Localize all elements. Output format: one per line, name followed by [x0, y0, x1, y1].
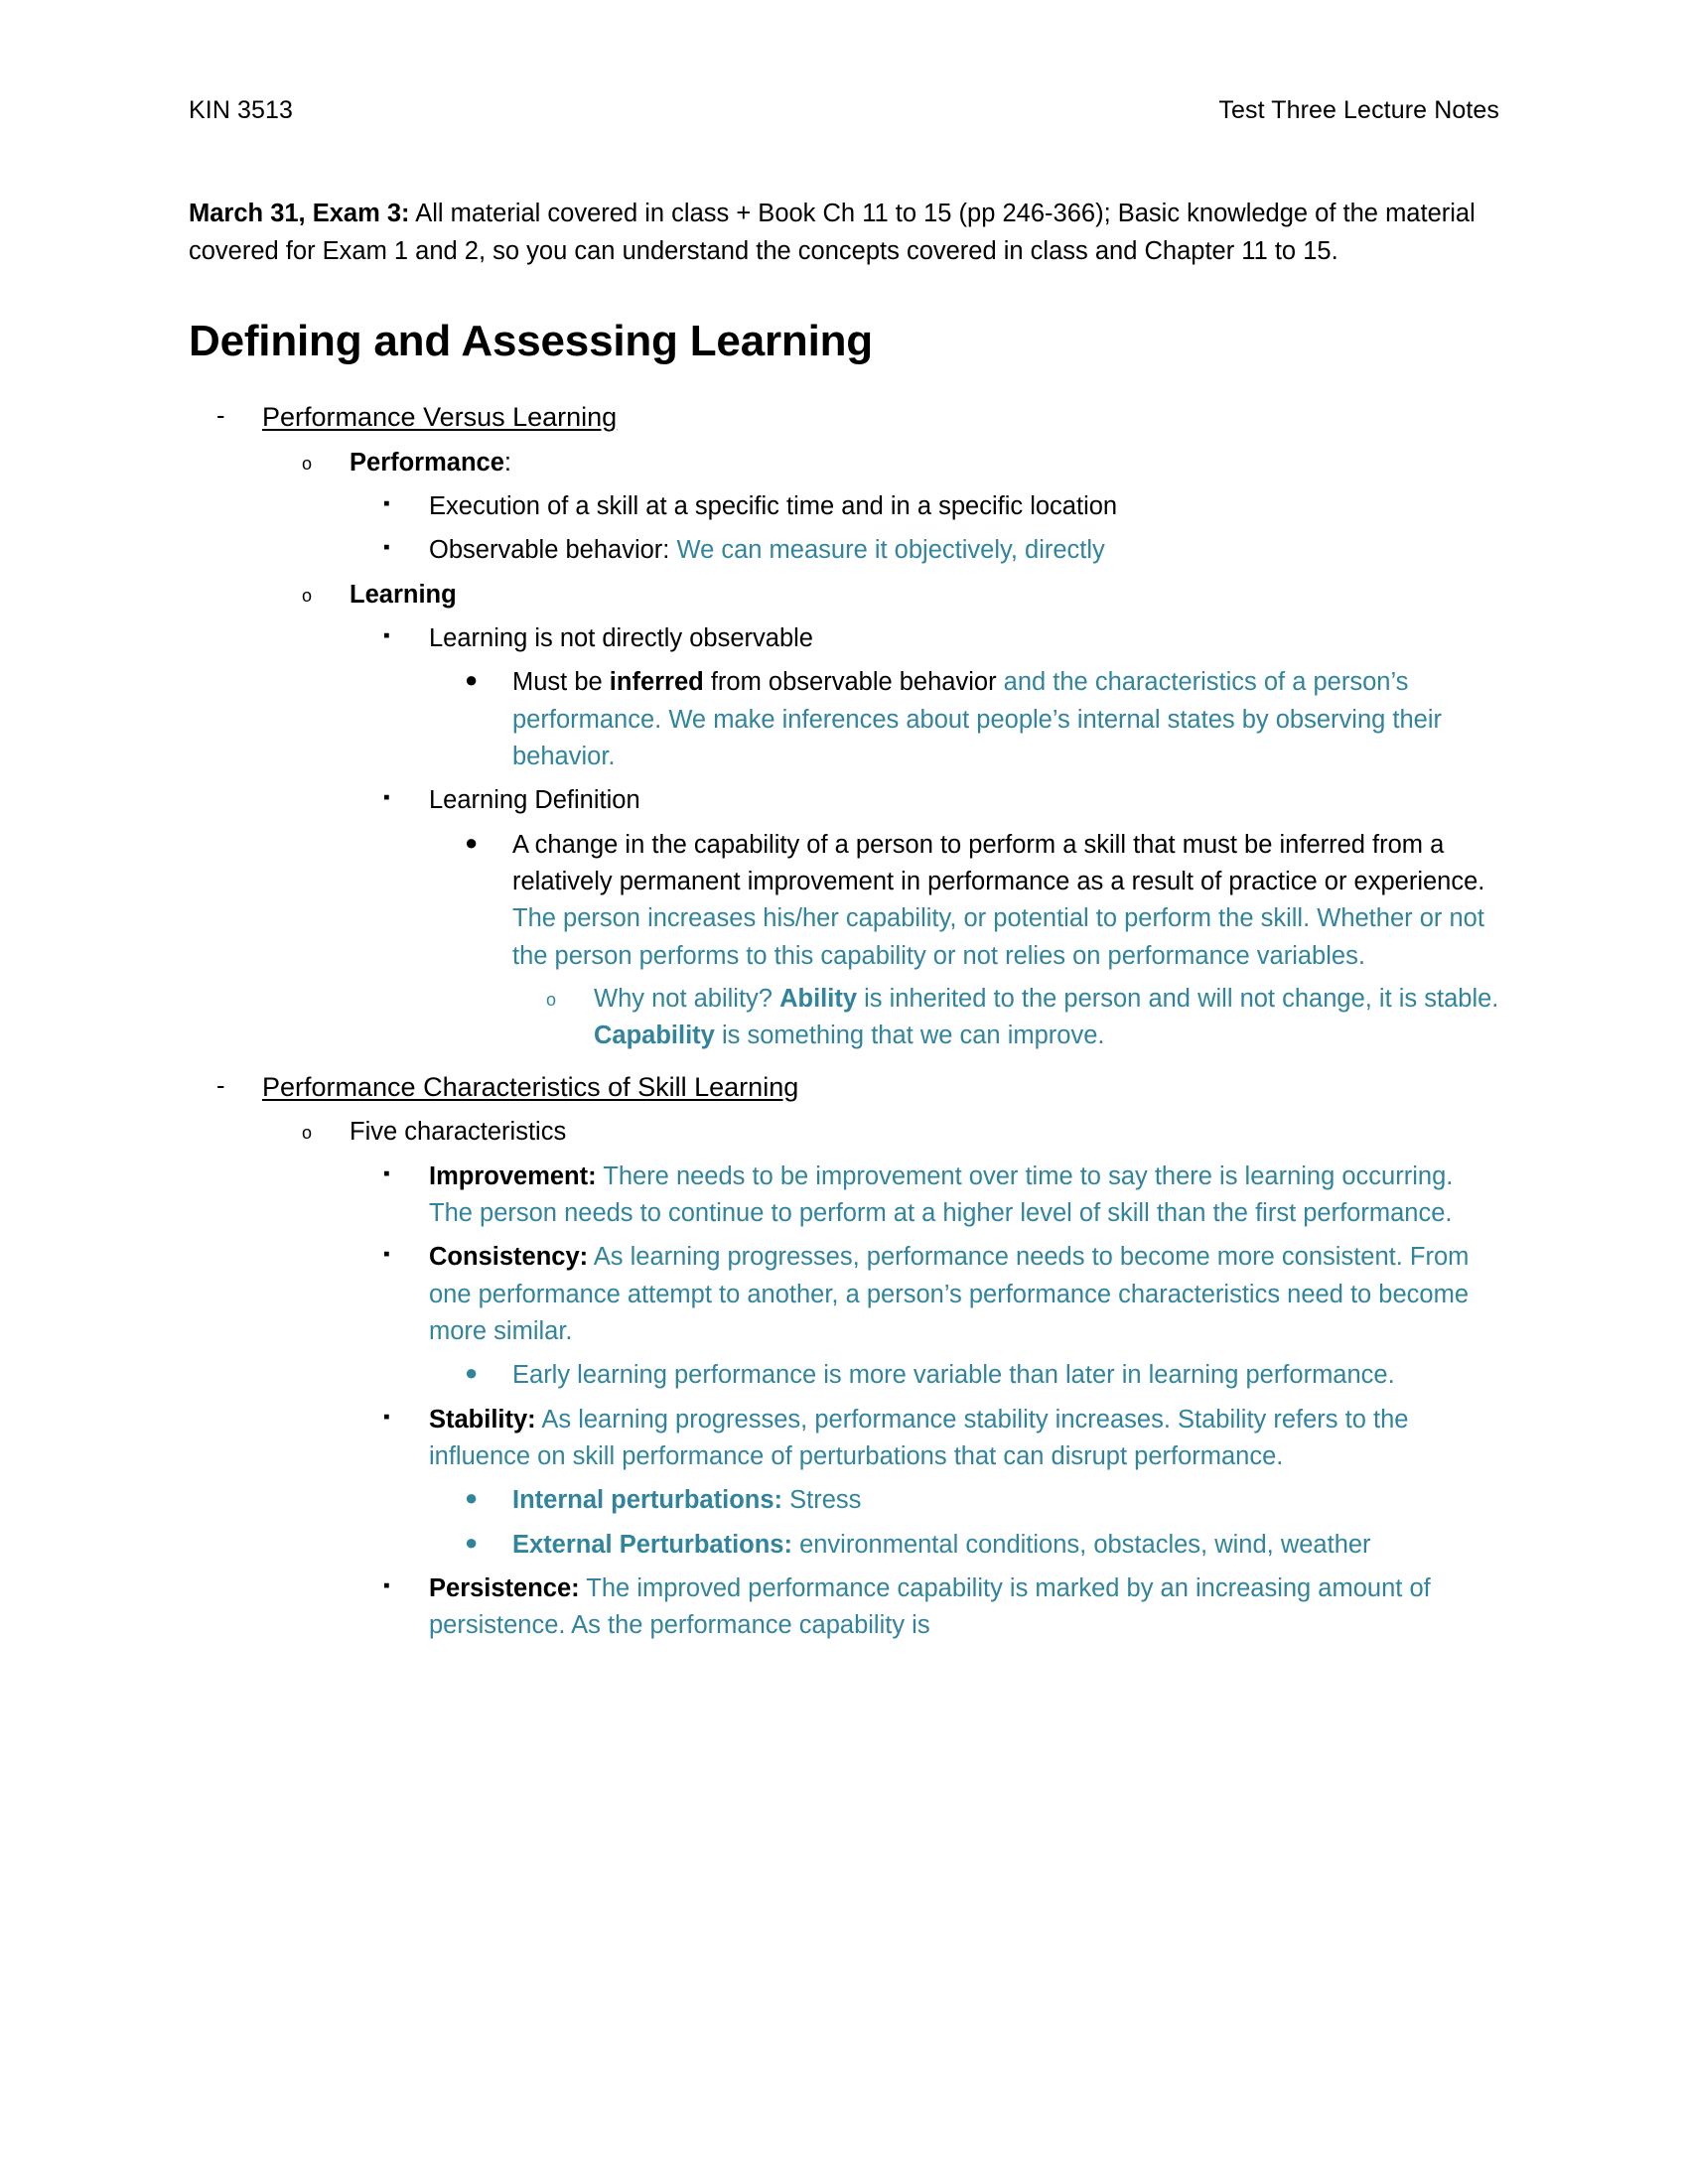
stability-annotation: As learning progresses, performance stability increases. Stability refers to the influence on skill performance of perturbations that can disrupt performance.	[429, 1405, 1409, 1471]
dash-marker-icon: -	[216, 1071, 225, 1100]
round-bullet-marker-icon: ●	[465, 829, 479, 855]
observable-behavior-annotation: We can measure it objectively, directly	[676, 536, 1105, 565]
list-item-label	[512, 1527, 1499, 1564]
list-item-performance-execution	[383, 488, 1499, 525]
list-item-learning-not-observable	[383, 620, 1499, 657]
list-item-consistency	[383, 1239, 1499, 1350]
list-item-why-not-ability	[546, 981, 1499, 1055]
list-item-external-perturbations	[465, 1527, 1499, 1564]
page-title: Defining and Assessing Learning	[189, 317, 873, 366]
course-code: KIN 3513	[189, 96, 294, 124]
square-marker-icon: ▪	[383, 787, 390, 809]
persistence-term: Persistence:	[429, 1574, 580, 1603]
internal-perturbations-examples: Stress	[782, 1486, 862, 1515]
list-item-label	[512, 827, 1499, 975]
outline-body	[189, 398, 1499, 1645]
square-marker-icon: ▪	[383, 1406, 390, 1428]
improvement-term: Improvement:	[429, 1161, 597, 1190]
capability-explanation: is something that we can improve.	[714, 1022, 1105, 1050]
square-marker-icon: ▪	[383, 1162, 390, 1184]
hollow-circle-marker-icon: o	[302, 585, 313, 606]
exam-announcement-paragraph	[189, 196, 1499, 270]
ability-term: Ability	[779, 985, 858, 1014]
consistency-annotation: As learning progresses, performance needs to become more consistent. From one performance attempt to another, a person’s performance characteristics need to become more similar.	[429, 1243, 1470, 1345]
exam-date-label: March 31, Exam 3:	[189, 200, 410, 228]
list-item-label: Five characteristics	[350, 1118, 567, 1147]
list-item-performance	[302, 445, 1499, 481]
square-marker-icon: ▪	[383, 1575, 390, 1597]
external-perturbations-examples: environmental conditions, obstacles, wind, weather	[791, 1530, 1371, 1559]
section-heading-performance-versus-learning	[216, 398, 1499, 438]
consistency-term: Consistency:	[429, 1243, 589, 1272]
list-item-label	[429, 532, 1499, 569]
external-perturbations-term: External Perturbations:	[512, 1530, 792, 1559]
inferred-lead: Must be	[512, 668, 610, 697]
page-content	[189, 95, 1499, 1645]
exam-announcement-text: All material covered in class + Book Ch 11 to 15 (pp 246-366); Basic knowledge of the material covered for Exam 1 and 2, so you can understand the concepts covered in class and Chapter 11 to 15.	[189, 200, 1476, 265]
section-heading-label: Performance Versus Learning	[262, 402, 618, 433]
list-item-label	[429, 1570, 1499, 1645]
why-ability-question: Why not ability?	[594, 985, 780, 1014]
list-item-label	[429, 1239, 1499, 1350]
improvement-annotation: There needs to be improvement over time to say there is learning occurring. The person needs to continue to perform at a higher level of skill than the first performance.	[429, 1161, 1454, 1227]
list-item-label	[429, 1402, 1499, 1476]
ability-explanation: is inherited to the person and will not change, it is stable.	[857, 985, 1499, 1014]
dash-marker-icon: -	[216, 402, 225, 431]
list-item-internal-perturbations	[465, 1482, 1499, 1519]
list-item-observable-behavior	[383, 532, 1499, 569]
list-item-label	[594, 981, 1499, 1055]
section-heading-label: Performance Characteristics of Skill Learning	[262, 1071, 799, 1102]
list-item-label	[350, 445, 1499, 481]
list-item-label: Early learning performance is more variable than later in learning performance.	[512, 1361, 1395, 1390]
square-marker-icon: ▪	[383, 492, 390, 514]
inferred-annotation: and the characteristics of a person’s performance. We make inferences about people’s internal states by observing their behavior.	[512, 668, 1442, 770]
list-item-label	[512, 664, 1499, 775]
round-bullet-marker-icon: ●	[465, 1529, 479, 1555]
list-item-label: Learning Definition	[429, 786, 640, 815]
performance-colon: :	[503, 448, 511, 477]
round-bullet-marker-icon: ●	[465, 667, 479, 693]
document-label: Test Three Lecture Notes	[1218, 96, 1499, 124]
learning-term: Learning	[350, 580, 457, 609]
square-marker-icon: ▪	[383, 1244, 390, 1266]
list-item-persistence	[383, 1570, 1499, 1645]
list-item-must-be-inferred	[465, 664, 1499, 775]
inferred-emphasis: inferred	[609, 668, 704, 697]
hollow-circle-marker-icon: o	[302, 1123, 313, 1144]
square-marker-icon: ▪	[383, 537, 390, 559]
stability-term: Stability:	[429, 1405, 536, 1433]
persistence-annotation: The improved performance capability is marked by an increasing amount of persistence. As the performance capability is	[429, 1574, 1431, 1640]
list-item-improvement	[383, 1159, 1499, 1233]
list-item-learning-definition	[383, 782, 1499, 819]
list-item-learning-definition-text	[465, 827, 1499, 975]
observable-behavior-lead: Observable behavior:	[429, 536, 677, 565]
list-item-label	[429, 1159, 1499, 1233]
list-item-label	[512, 1482, 1499, 1519]
performance-term: Performance	[350, 448, 504, 477]
list-item-learning	[302, 577, 1499, 614]
list-item-label: Learning is not directly observable	[429, 623, 813, 652]
round-bullet-marker-icon: ●	[465, 1360, 479, 1386]
inferred-mid: from observable behavior	[703, 668, 1004, 697]
list-item-label: Execution of a skill at a specific time and in a specific location	[429, 491, 1118, 520]
hollow-circle-marker-icon: o	[546, 990, 557, 1011]
hollow-circle-marker-icon: o	[302, 453, 313, 474]
round-bullet-marker-icon: ●	[465, 1485, 479, 1511]
list-item-stability	[383, 1402, 1499, 1476]
list-item-five-characteristics	[302, 1114, 1499, 1151]
list-item-early-learning-variability	[465, 1357, 1499, 1394]
square-marker-icon: ▪	[383, 624, 390, 646]
section-heading-performance-characteristics	[216, 1068, 1499, 1108]
running-head	[189, 95, 1499, 126]
capability-term: Capability	[594, 1022, 715, 1050]
learning-definition-core: A change in the capability of a person to perform a skill that must be inferred from a relatively permanent improvement in performance as a result of practice or experience.	[512, 830, 1485, 895]
internal-perturbations-term: Internal perturbations:	[512, 1486, 783, 1515]
learning-definition-annotation: The person increases his/her capability, or potential to perform the skill. Whether or not the person performs to this capability or not relies on performance variables.	[512, 904, 1484, 970]
